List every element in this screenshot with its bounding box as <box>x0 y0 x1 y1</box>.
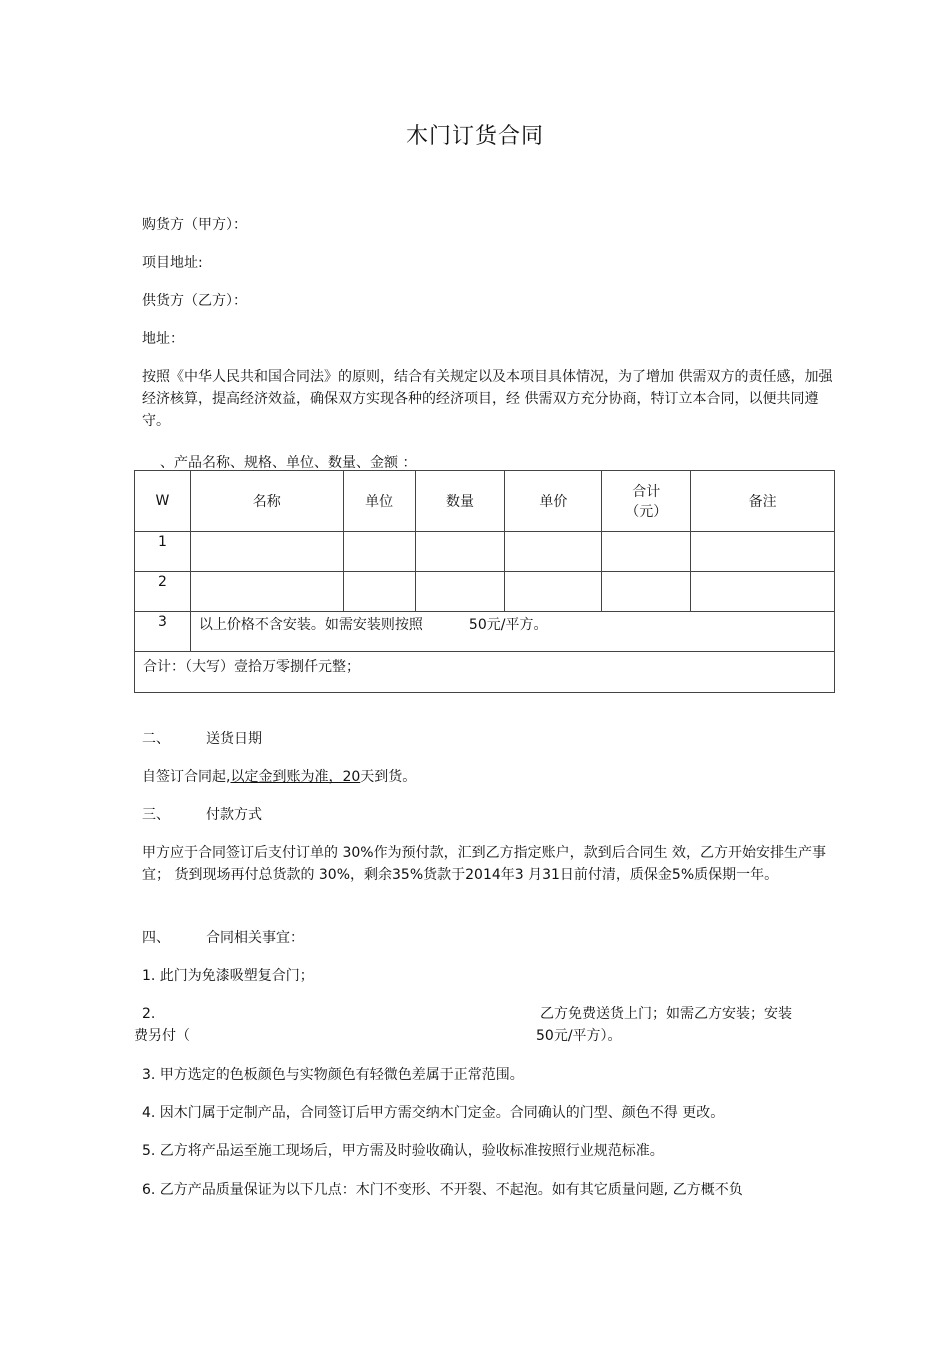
table-cell <box>691 532 835 572</box>
table-cell <box>343 532 415 572</box>
header-remark: 备注 <box>691 471 835 532</box>
intro-paragraph: 按照《中华人民共和国合同法》的原则，结合有关规定以及本项目具体情况，为了增加 供需双方的责任感，加强经济核算，提高经济效益，确保双方实现各种的经济项目，经 供需双方充分协商，特订立本合同，以便共同遵守。 <box>142 369 833 429</box>
clause-2-text-a: 乙方免费送货上门；如需乙方安装；安装 <box>540 1006 792 1022</box>
section2-text <box>142 766 416 788</box>
table-header-row <box>135 471 835 532</box>
clause-1: 1. 此门为免漆吸塑复合门； <box>142 968 314 984</box>
section3-number: 三、 <box>142 807 170 823</box>
page-title: 木门订货合同 <box>405 124 544 149</box>
header-total-line2: （元） <box>625 504 668 520</box>
header-total-line1: 合计 <box>632 484 661 500</box>
header-no: W <box>135 471 191 532</box>
section2-number: 二、 <box>142 731 170 747</box>
install-note-b: 50元/平方。 <box>468 617 548 633</box>
address-label: 地址： <box>142 331 184 347</box>
table-cell <box>415 532 505 572</box>
table-cell <box>602 572 691 612</box>
section3-paragraph: 甲方应于合同签订后支付订单的 30%作为预付款，汇到乙方指定账户，款到后合同生 效，乙方开始安排生产事宜； 货到现场再付总货款的 30%，剩余35%货款于2014年3 月31日前付清，质保金5%质保期一年。 <box>142 845 827 883</box>
product-table <box>134 470 835 693</box>
section4-number: 四、 <box>142 930 170 946</box>
clause-2-text-c: 50元/平方）。 <box>536 1028 622 1044</box>
table-cell <box>691 572 835 612</box>
table-cell <box>505 572 602 612</box>
clause-5: 5. 乙方将产品运至施工现场后，甲方需及时验收确认，验收标准按照行业规范标准。 <box>142 1143 664 1159</box>
sum-cell: 合计：（大写）壹拾万零捌仟元整； <box>135 652 835 693</box>
header-qty: 数量 <box>415 471 505 532</box>
table-row <box>135 572 835 612</box>
section2-text-c: 天到货。 <box>360 769 417 785</box>
table-cell <box>343 572 415 612</box>
buyer-label: 购货方（甲方）： <box>142 217 247 233</box>
seller-label: 供货方（乙方）： <box>142 293 247 309</box>
table-sum-row <box>135 652 835 693</box>
header-unit: 单位 <box>343 471 415 532</box>
table-cell <box>190 532 343 572</box>
section2-text-b: 以定金到账为准，20 <box>230 769 361 785</box>
table-cell <box>602 532 691 572</box>
install-note-cell <box>190 612 834 652</box>
header-total <box>602 471 691 532</box>
table-cell <box>415 572 505 612</box>
clause-6: 6. 乙方产品质量保证为以下几点：木门不变形、不开裂、不起泡。如有其它质量问题, 乙方概不负 <box>142 1182 743 1198</box>
header-price: 单价 <box>505 471 602 532</box>
section3-heading: 付款方式 <box>206 807 262 823</box>
section2-text-a: 自签订合同起, <box>142 769 231 785</box>
table-row <box>135 612 835 652</box>
clause-4: 4. 因木门属于定制产品，合同签订后甲方需交纳木门定金。合同确认的门型、颜色不得 更改。 <box>142 1105 725 1121</box>
row-number: 3 <box>135 612 191 652</box>
install-note-a: 以上价格不含安装。如需安装则按照 <box>198 617 423 633</box>
table-cell <box>505 532 602 572</box>
clause-2-text-b: 费另付（ <box>134 1028 190 1044</box>
project-address-label: 项目地址: <box>142 255 203 271</box>
table-cell <box>190 572 343 612</box>
section4-heading: 合同相关事宜： <box>206 930 304 946</box>
section2-heading: 送货日期 <box>206 731 262 747</box>
row-number: 2 <box>135 572 191 612</box>
header-name: 名称 <box>190 471 343 532</box>
row-number: 1 <box>135 532 191 572</box>
clause-2-number: 2. <box>142 1006 156 1022</box>
section1-heading: 、产品名称、规格、单位、数量、金额 ： <box>160 455 417 471</box>
clause-3: 3. 甲方选定的色板颜色与实物颜色有轻微色差属于正常范围。 <box>142 1067 524 1083</box>
table-row <box>135 532 835 572</box>
